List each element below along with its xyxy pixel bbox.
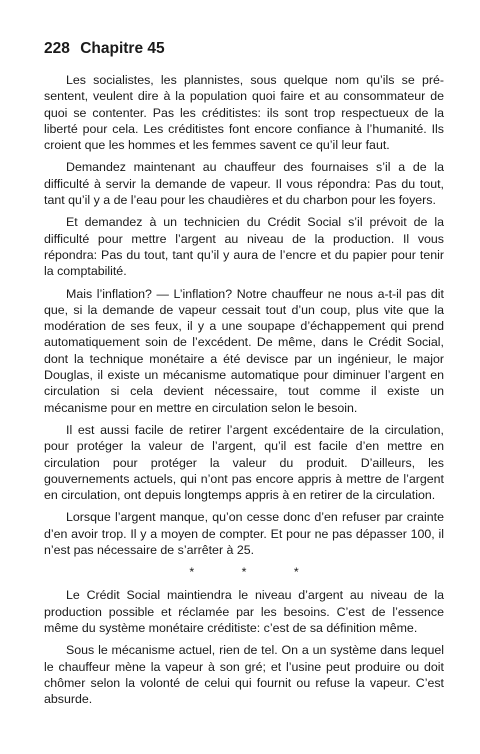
paragraph: Le Crédit Social maintiendra le niveau d’argent au niveau de la production possible et réclamée par les besoins. C’est de l’essence même du système monétaire créditiste: c’est de sa définition même. (44, 588, 444, 635)
book-page (44, 40, 444, 713)
paragraph: Les socialistes, les plannistes, sous quelque nom qu’ils se présentent, veulent dire à la population quoi faire et au consommateur de quoi se contenter. Pas les créditistes: ils sont trop respectueux de la liberté pour cela. Les créditistes font encore confiance à l’humanité. Ils croient que les hommes et les femmes savent ce qu’il leur faut. (44, 73, 444, 153)
paragraph: Mais l’inflation? — L’inflation? Notre chauffeur ne nous a-t-il pas dit que, si la demande de vapeur cessait tout d’un coup, plus vite que la modération de ses feux, il y a une soupape d’échappement qui prend automatiquement soin de l’excédent. De même, dans le Crédit Social, dont la technique monétaire a été devisce par un ingénieur, le major Douglas, il existe un mécanisme automatique pour diminuer l’argent en circulation si cela devient nécessaire, tout comme il existe un mécanisme pour en mettre en circulation selon le besoin. (44, 286, 444, 415)
page-number: 228 (44, 40, 70, 57)
paragraph: Demandez maintenant au chauffeur des fournaises s’il a de la difficulté à servir la demande de vapeur. Il vous répondra: Pas du tout, tant qu’il y a de l’eau pour les chaudières et du charbon pour les foyers. (44, 160, 444, 208)
running-header (44, 40, 444, 58)
chapter-title: Chapitre 45 (80, 40, 165, 57)
section-separator: * * * (189, 565, 321, 580)
paragraph: Il est aussi facile de retirer l’argent excédentaire de la circulation, pour protéger la valeur de l’argent, qu’il est facile d’en mettre en circulation pour protéger la valeur du produit. D’ailleurs, les gouvernements actuels, qui n’ont pas encore appris à mettre de l’argent en circulation, ont depuis longtemps appris à en retirer de la circulation. (44, 422, 444, 503)
paragraph: Sous le mécanisme actuel, rien de tel. On a un système dans lequel le chauffeur mène la vapeur à son gré; et l’usine peut produire ou doit chômer selon la volonté de celui qui fournit ou refuse la vapeur. C’est absurde. (44, 643, 444, 707)
paragraph: Et demandez à un technicien du Crédit Social s’il prévoit de la difficulté pour mettre l’argent au niveau de la production. Il vous répondra: Pas du tout, tant qu’il y aura de l’encre et du papier pour tenir la comptabilité. (44, 215, 444, 279)
paragraph: Lorsque l’argent manque, qu’on cesse donc d’en refuser par crainte d’en avoir trop. Il y a moyen de compter. Et pour ne pas dépasser 100, il n’est pas nécessaire de s’arrêter à 25. (44, 510, 444, 558)
